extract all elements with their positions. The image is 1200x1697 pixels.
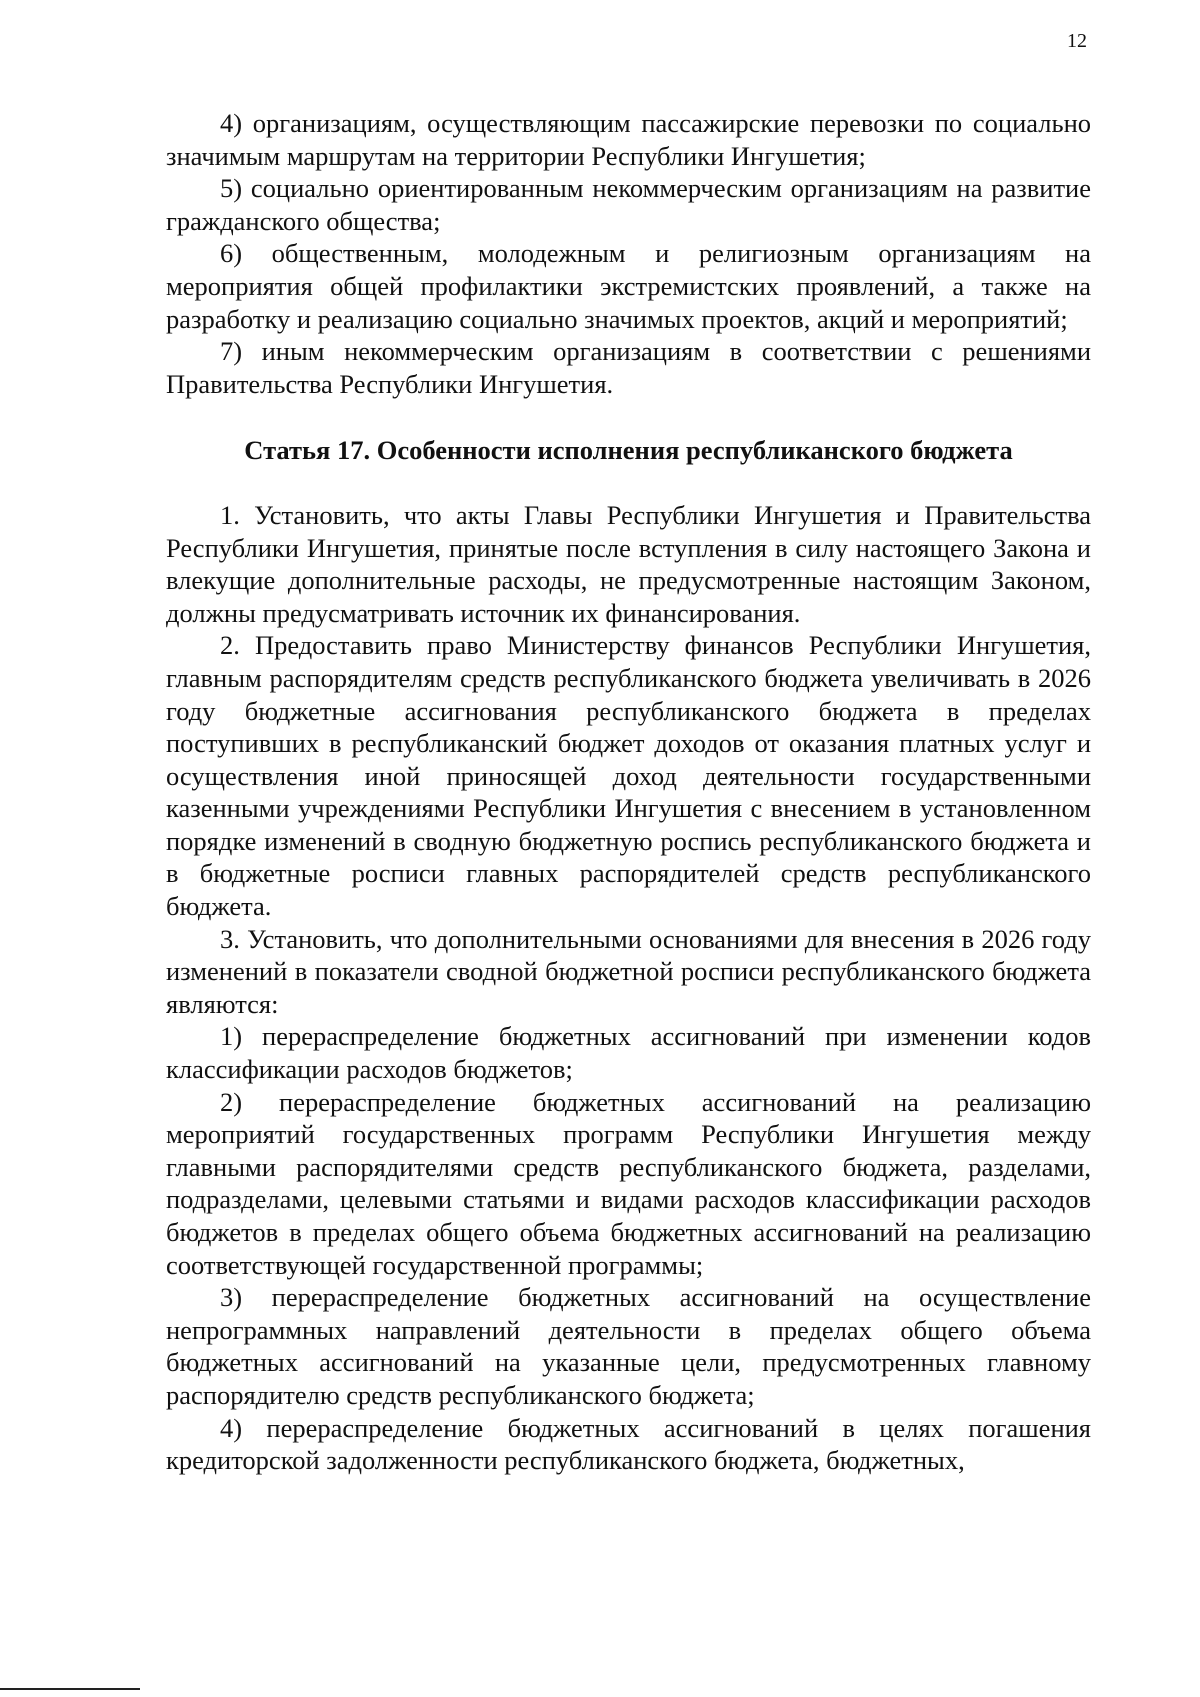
clause-2: 2. Предоставить право Министерству финансов Республики Ингушетия, главным распорядителям средств республиканского бюджета увеличивать в 2026 году бюджетные ассигнования республиканского бюджета в пределах поступивших в республиканский бюджет доходов от оказания платных услуг и осуществления иной приносящей доход деятельности государственными казенными учреждениями Республики Ингушетия с внесением в установленном порядке изменений в сводную бюджетную роспись республиканского бюджета и в бюджетные росписи главных распорядителей средств республиканского бюджета. <box>166 630 1091 922</box>
article-heading: Статья 17. Особенности исполнения республиканского бюджета <box>244 435 1013 466</box>
page-number: 12 <box>1067 30 1087 52</box>
clause-1: 1. Установить, что акты Главы Республики Ингушетия и Правительства Республики Ингушетия, принятые после вступления в силу настоящего Закона и влекущие дополнительные расходы, не предусмотренные настоящим Законом, должны предусматривать источник их финансирования. <box>166 499 1091 628</box>
document-body <box>166 107 1091 1477</box>
scan-edge-line <box>0 1688 140 1690</box>
subclause-3: 3) перераспределение бюджетных ассигнований на осуществление непрограммных направлений деятельности в пределах общего объема бюджетных ассигнований на указанные цели, предусмотренных главному распорядителю средств республиканского бюджета; <box>166 1282 1091 1410</box>
clause-3: 3. Установить, что дополнительными основаниями для внесения в 2026 году изменений в показатели сводной бюджетной росписи республиканского бюджета являются: <box>166 923 1091 1019</box>
subclause-2: 2) перераспределение бюджетных ассигнований на реализацию мероприятий государственных программ Республики Ингушетия между главными распорядителями средств республиканского бюджета, разделами, подразделами, целевыми статьями и видами расходов классификации расходов бюджетов в пределах общего объема бюджетных ассигнований на реализацию соответствующей государственной программы; <box>166 1086 1091 1280</box>
list-item-6: 6) общественным, молодежным и религиозным организациям на мероприятия общей профилактики экстремистских проявлений, а также на разработку и реализацию социально значимых проектов, акций и мероприятий; <box>166 238 1091 334</box>
list-item-4: 4) организациям, осуществляющим пассажирские перевозки по социально значимым маршрутам на территории Республики Ингушетия; <box>166 108 1091 171</box>
subclause-1: 1) перераспределение бюджетных ассигнований при изменении кодов классификации расходов бюджетов; <box>166 1021 1091 1085</box>
list-item-5: 5) социально ориентированным некоммерческим организациям на развитие гражданского общества; <box>166 173 1091 236</box>
list-item-7: 7) иным некоммерческим организациям в соответствии с решениями Правительства Республики Ингушетия. <box>166 336 1091 399</box>
subclause-4: 4) перераспределение бюджетных ассигнований в целях погашения кредиторской задолженности республиканского бюджета, бюджетных, <box>166 1412 1091 1476</box>
